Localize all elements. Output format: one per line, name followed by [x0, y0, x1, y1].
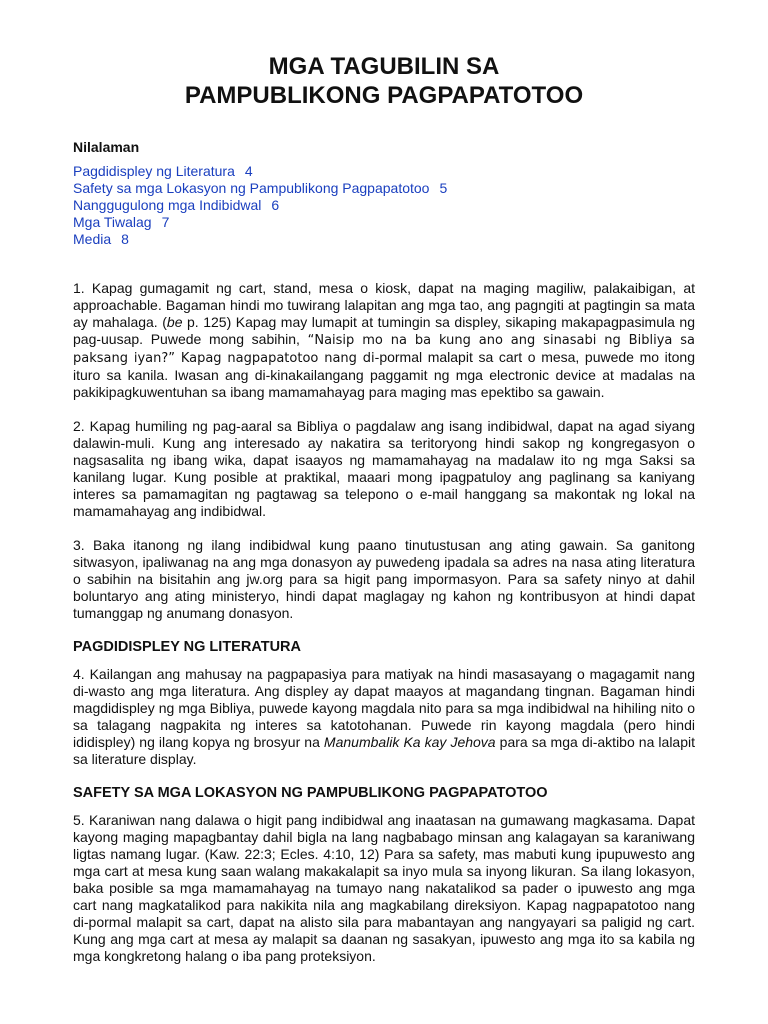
toc-item[interactable]: [73, 214, 695, 231]
paragraph-3: 3. Baka itanong ng ilang indibidwal kung paano tinutustusan ang ating gawain. Sa ganitong sitwasyon, ipaliwanag na ang mga donasyon ay puwedeng ipadala sa adres na nasa ating literatura o sabihin na bisitahin ang jw.org para sa higit pang impormasyon. Para sa safety ninyo at dahil boluntaryo ang ating ministeryo, hindi dapat maglagay ng kahon ng kontribusyon at hindi dapat tumanggap ng anumang donasyon.: [73, 537, 695, 621]
toc-heading: Nilalaman: [73, 139, 140, 155]
toc-link-nanggugulong[interactable]: Nanggugulong mga Indibidwal 6: [73, 197, 280, 213]
table-of-contents: [73, 163, 695, 248]
toc-link-safety[interactable]: Safety sa mga Lokasyon ng Pampublikong Pagpapatotoo 5: [73, 180, 448, 196]
brochure-title: Manumbalik Ka kay Jehova: [323, 734, 496, 750]
document-title: [73, 52, 695, 110]
section-heading-literatura: PAGDIDISPLEY NG LITERATURA: [73, 639, 301, 655]
paragraph-1: 1. Kapag gumagamit ng cart, stand, mesa o kiosk, dapat na maging magiliw, palakaibigan, at approachable. Bagaman hindi mo tuwirang lalapitan ang mga tao, ang pagngiti at pagtingin sa mata ay mahalaga. (be p. 125) Kapag may lumapit at tumingin sa displey, sikaping makapagpasimula ng pag-uusap. Puwede mong sabihin, “Naisip mo na ba kung ano ang sinasabi ng Bibliya sa paksang iyan?” Kapag nagpapatotoo nang di-pormal malapit sa cart o mesa, puwede mo itong ituro sa kanila. Iwasan ang di-kinakailangang paggamit ng mga electronic device at madalas na pakikipagkuwentuhan sa ibang mamamahayag para maging mas epektibo sa gawain.: [73, 280, 696, 400]
toc-item[interactable]: [73, 197, 695, 214]
toc-link-tiwalag[interactable]: Mga Tiwalag 7: [73, 214, 170, 230]
document-page: [73, 52, 695, 965]
toc-link-pagdidispley[interactable]: Pagdidispley ng Literatura 4: [73, 163, 253, 179]
toc-item[interactable]: [73, 180, 695, 197]
toc-item[interactable]: [73, 163, 695, 180]
paragraph-2: 2. Kapag humiling ng pag-aaral sa Bibliya o pagdalaw ang isang indibidwal, dapat na agad siyang dalawin-muli. Kung ang interesado ay nakatira sa teritoryong hindi sakop ng kongregasyon o nagsasalita ng ibang wika, dapat isaayos ng mamamahayag na madalaw ito ng mga Saksi sa kanilang lugar. Kung posible at praktikal, maaari mong ipagpatuloy ang paglinang sa kaniyang interes sa pamamagitan ng pagtawag sa telepono o e-mail hanggang sa makontak ng lokal na mamamahayag ang indibidwal.: [73, 418, 695, 519]
paragraph-5: 5. Karaniwan nang dalawa o higit pang indibidwal ang inaatasan na gumawang magkasama. Dapat kayong maging mapagbantay dahil bigla na lang nagbabago minsan ang kalagayan sa karaniwang ligtas namang lugar. (Kaw. 22:3; Ecles. 4:10, 12) Para sa safety, mas mabuti kung ipupuwesto ang mga cart at mesa kung saan walang makakalapit sa inyo mula sa inyong likuran. Sa ilang lokasyon, baka posible sa mga mamamahayag na tumayo nang nakatalikod sa pader o ipuwesto ang mga cart nang magkatalikod para nakikita nila ang magkabilang direksiyon. Kapag nagpapatotoo nang di-pormal malapit sa cart, dapat na alisto sila para mabantayan ang nangyayari sa paligid ng cart. Kung ang mga cart at mesa ay malapit sa daanan ng sasakyan, ipuwesto ang mga ito sa kabila ng mga kongkretong halang o iba pang proteksiyon.: [73, 812, 695, 964]
title-line-2: PAMPUBLIKONG PAGPAPATOTOO: [184, 82, 584, 109]
paragraph-4: 4. Kailangan ang mahusay na pagpapasiya para matiyak na hindi masasayang o magagamit nang di-wasto ang mga literatura. Ang displey ay dapat maayos at magandang tingnan. Bagaman hindi magdidispley ng mga Bibliya, puwede kayong magdala nito para sa mga indibidwal na hihiling nito o sa talagang nagpakita ng interes sa katotohanan. Puwede rin kayong magdala (pero hindi ididispley) ng ilang kopya ng brosyur na Manumbalik Ka kay Jehova para sa mga di-aktibo na lalapit sa literature display.: [73, 666, 696, 767]
paragraph-1-quote: “Naisip mo na ba kung ano ang sinasabi ng Bibliya sa paksang iyan?” Kapag nagpapatotoo nang di-: [73, 333, 696, 366]
toc-link-media[interactable]: Media 8: [73, 231, 129, 247]
title-line-1: MGA TAGUBILIN SA: [268, 53, 500, 80]
toc-item[interactable]: [73, 231, 695, 248]
section-heading-safety: SAFETY SA MGA LOKASYON NG PAMPUBLIKONG PAGPAPATOTOO: [73, 785, 548, 801]
